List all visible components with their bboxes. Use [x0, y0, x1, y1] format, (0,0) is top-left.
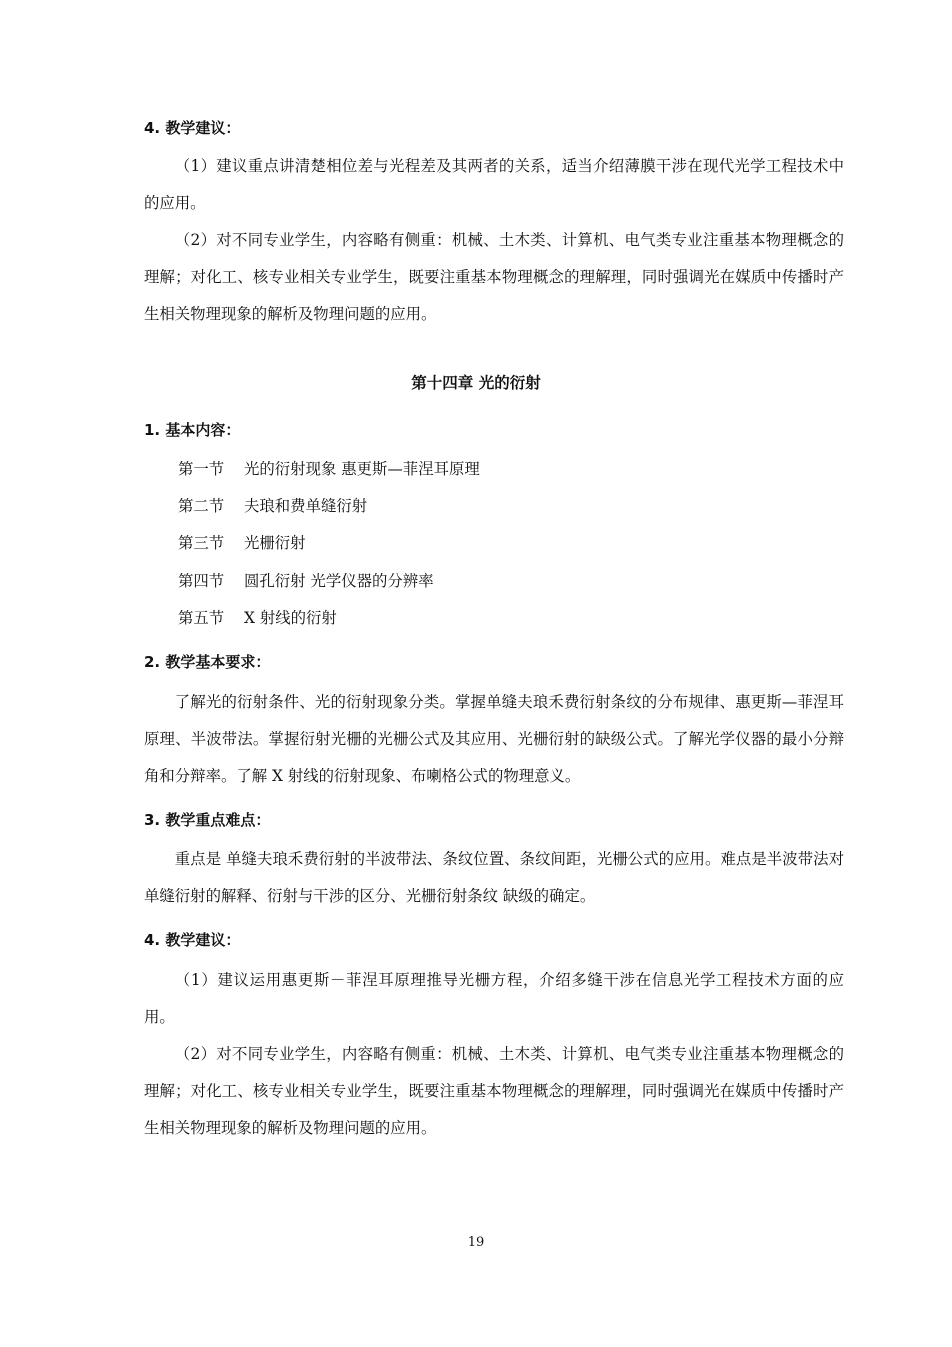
requirements-heading: 2. 教学基本要求： [144, 653, 271, 671]
section-number: 第一节 [178, 460, 225, 478]
section-title: 光栅衍射 [244, 534, 306, 552]
section-item [178, 495, 367, 517]
suggestion-paragraph-1: （1）建议重点讲清楚相位差与光程差及其两者的关系，适当介绍薄膜干涉在现代光学工程技术中的应用。 [144, 157, 844, 212]
section-number: 第二节 [178, 497, 225, 515]
key-points-heading: 3. 教学重点难点： [144, 811, 271, 829]
section-title: 圆孔衍射 光学仪器的分辨率 [244, 572, 434, 590]
chapter-suggestion-paragraph-2: （2）对不同专业学生，内容略有侧重：机械、土木类、计算机、电气类专业注重基本物理概念的理解；对化工、核专业相关专业学生，既要注重基本物理概念的理解理，同时强调光在媒质中传播时产生相关物理现象的解析及物理问题的应用。 [144, 1045, 844, 1137]
section-title: 夫琅和费单缝衍射 [244, 497, 368, 515]
section-number: 第三节 [178, 534, 225, 552]
section-number: 第四节 [178, 572, 225, 590]
section-number: 第五节 [178, 609, 225, 627]
suggestion-paragraph-2: （2）对不同专业学生，内容略有侧重：机械、土木类、计算机、电气类专业注重基本物理概念的理解；对化工、核专业相关专业学生，既要注重基本物理概念的理解理，同时强调光在媒质中传播时产生相关物理现象的解析及物理问题的应用。 [144, 231, 844, 323]
key-points-paragraph: 重点是 单缝夫琅禾费衍射的半波带法、条纹位置、条纹间距，光栅公式的应用。难点是半波带法对单缝衍射的解释、衍射与干涉的区分、光栅衍射条纹 缺级的确定。 [144, 850, 844, 905]
chapter-suggestions-heading: 4. 教学建议： [144, 931, 241, 949]
section-title: 光的衍射现象 惠更斯—菲涅耳原理 [244, 460, 480, 478]
section-title: X 射线的衍射 [244, 609, 337, 627]
basic-content-heading: 1. 基本内容： [144, 421, 241, 439]
section-item [178, 607, 337, 629]
chapter-title: 第十四章 光的衍射 [411, 374, 541, 392]
page-number: 19 [467, 1235, 485, 1250]
section-item [178, 532, 306, 554]
chapter-suggestion-paragraph-1: （1）建议运用惠更斯－菲涅耳原理推导光栅方程，介绍多缝干涉在信息光学工程技术方面的应用。 [144, 971, 844, 1026]
section-item [178, 458, 480, 480]
requirements-paragraph: 了解光的衍射条件、光的衍射现象分类。掌握单缝夫琅禾费衍射条纹的分布规律、惠更斯—菲涅耳原理、半波带法。掌握衍射光栅的光栅公式及其应用、光栅衍射的缺级公式。了解光学仪器的最小分辩角和分辩率。了解 X 射线的衍射现象、布喇格公式的物理意义。 [144, 693, 844, 785]
teaching-suggestions-heading: 4. 教学建议： [144, 119, 241, 137]
section-item [178, 570, 434, 592]
